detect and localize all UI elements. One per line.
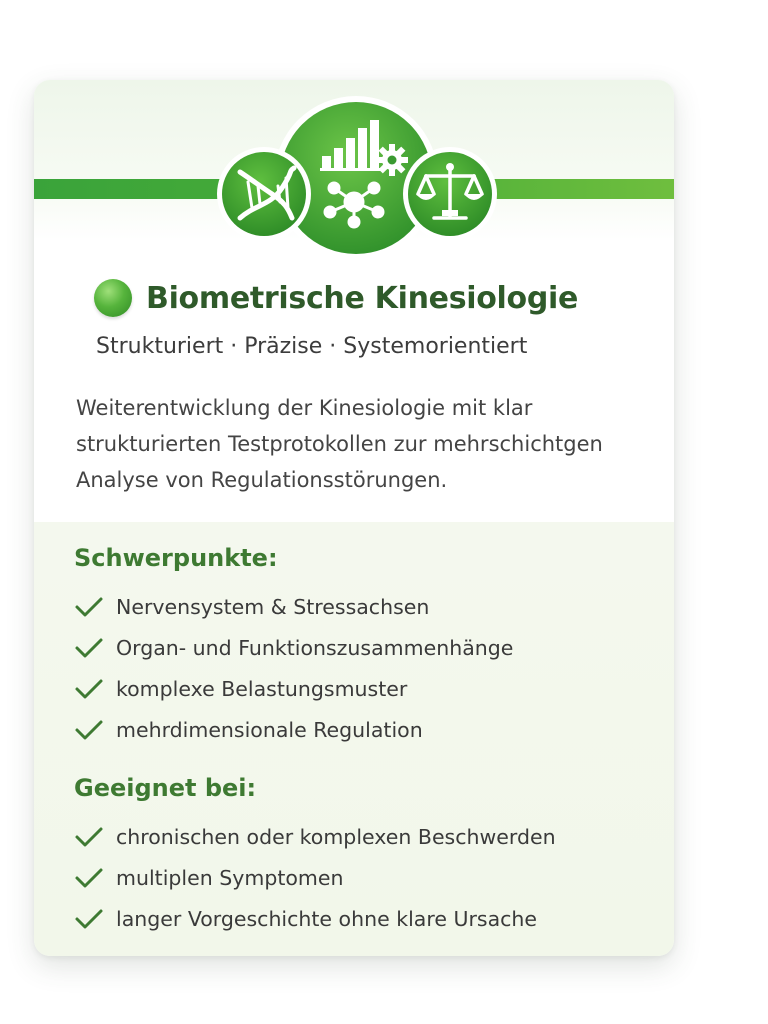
title-row [94, 276, 578, 320]
list-item [74, 857, 556, 898]
check-icon [74, 718, 104, 742]
check-icon [74, 866, 104, 890]
geeignet-list [74, 816, 556, 939]
list-item-label: Nervensystem & Stressachsen [116, 594, 430, 619]
list-item-label: komplexe Belastungsmuster [116, 676, 408, 701]
dna-icon [217, 147, 311, 241]
list-item [74, 586, 513, 627]
schwerpunkte-heading: Schwerpunkte: [74, 544, 278, 572]
geeignet-heading: Geeignet bei: [74, 774, 257, 802]
list-item-label: multiplen Symptomen [116, 865, 344, 890]
list-item [74, 709, 513, 750]
green-dot-icon [94, 279, 132, 317]
list-item [74, 668, 513, 709]
check-icon [74, 595, 104, 619]
check-icon [74, 907, 104, 931]
list-item [74, 898, 556, 939]
card-title: Biometrische Kinesiologie [146, 280, 579, 316]
check-icon [74, 636, 104, 660]
card-description: Weiterentwicklung der Kinesiologie mit klar strukturierten Testprotokollen zur mehrschichtgen Analyse von Regulationsstörungen. [76, 396, 603, 492]
check-icon [74, 677, 104, 701]
scales-icon [403, 147, 497, 241]
list-item-label: Organ- und Funktionszusammenhänge [116, 635, 514, 660]
list-item-label: chronischen oder komplexen Beschwerden [116, 824, 556, 849]
list-item [74, 627, 513, 668]
schwerpunkte-list [74, 586, 513, 750]
info-card [34, 80, 674, 956]
card-subtitle: Strukturiert · Präzise · Systemorientiert [96, 334, 528, 359]
list-item-label: langer Vorgeschichte ohne klare Ursache [116, 906, 538, 931]
list-item [74, 816, 556, 857]
check-icon [74, 825, 104, 849]
list-item-label: mehrdimensionale Regulation [116, 717, 423, 742]
icon-cluster [34, 80, 674, 270]
